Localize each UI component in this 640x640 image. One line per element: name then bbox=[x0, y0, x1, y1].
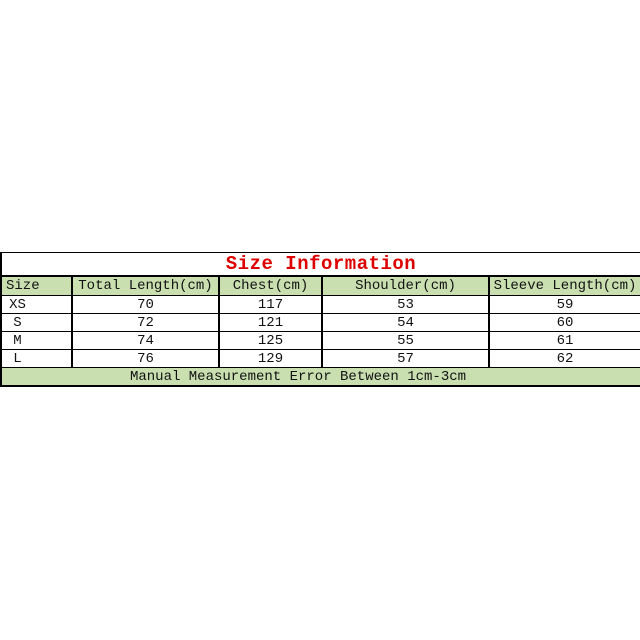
cell-m-chest: 125 bbox=[219, 332, 322, 350]
column-header-shoulder: Shoulder(cm) bbox=[322, 276, 489, 296]
size-table bbox=[0, 252, 640, 387]
column-header-sleeve-length: Sleeve Length(cm) bbox=[489, 276, 640, 296]
size-information-section bbox=[0, 252, 640, 387]
cell-m-total-length: 74 bbox=[72, 332, 219, 350]
column-header-size: Size bbox=[1, 276, 72, 296]
measurement-error-note: Manual Measurement Error Between 1cm-3cm bbox=[1, 368, 640, 387]
cell-l-chest: 129 bbox=[219, 350, 322, 368]
cell-s-sleeve-length: 60 bbox=[489, 314, 640, 332]
cell-l-sleeve-length: 62 bbox=[489, 350, 640, 368]
cell-xs-sleeve-length: 59 bbox=[489, 296, 640, 314]
cell-xs-shoulder: 53 bbox=[322, 296, 489, 314]
table-row-l bbox=[1, 350, 640, 368]
table-row-xs bbox=[1, 296, 640, 314]
cell-l-size: L bbox=[1, 350, 72, 368]
cell-s-size: S bbox=[1, 314, 72, 332]
cell-s-chest: 121 bbox=[219, 314, 322, 332]
column-header-total-length: Total Length(cm) bbox=[72, 276, 219, 296]
size-table-title-row bbox=[1, 253, 640, 277]
cell-m-shoulder: 55 bbox=[322, 332, 489, 350]
cell-l-shoulder: 57 bbox=[322, 350, 489, 368]
cell-xs-chest: 117 bbox=[219, 296, 322, 314]
cell-m-sleeve-length: 61 bbox=[489, 332, 640, 350]
table-row-m bbox=[1, 332, 640, 350]
cell-m-size: M bbox=[1, 332, 72, 350]
cell-xs-total-length: 70 bbox=[72, 296, 219, 314]
cell-l-total-length: 76 bbox=[72, 350, 219, 368]
size-table-header-row bbox=[1, 276, 640, 296]
column-header-chest: Chest(cm) bbox=[219, 276, 322, 296]
size-table-title: Size Information bbox=[1, 253, 640, 277]
cell-xs-size: XS bbox=[1, 296, 72, 314]
cell-s-shoulder: 54 bbox=[322, 314, 489, 332]
table-row-s bbox=[1, 314, 640, 332]
cell-s-total-length: 72 bbox=[72, 314, 219, 332]
size-table-footer-row bbox=[1, 368, 640, 387]
